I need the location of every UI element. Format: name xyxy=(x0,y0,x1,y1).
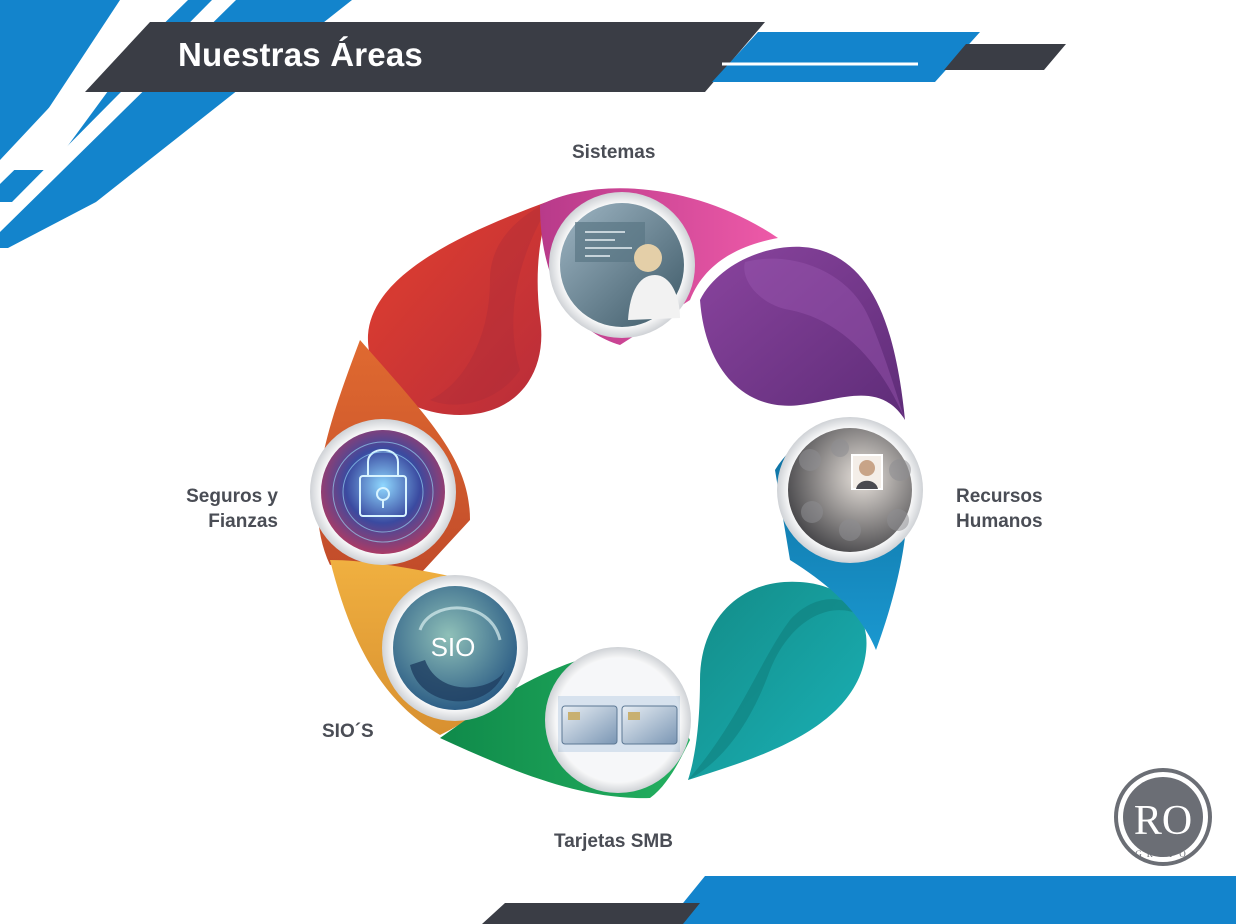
seguros-image xyxy=(310,419,456,565)
label-sios: SIO´S xyxy=(322,721,374,742)
label-recursos-humanos-line2: Humanos xyxy=(956,511,1043,532)
page-title: Nuestras Áreas xyxy=(178,36,423,73)
recursos-humanos-image xyxy=(777,417,923,563)
label-recursos-humanos-line1: Recursos xyxy=(956,486,1043,507)
label-seguros-line2: Fianzas xyxy=(208,511,278,532)
grupo-ro-logo xyxy=(1116,770,1210,864)
label-tarjetas: Tarjetas SMB xyxy=(554,831,673,852)
logo-word: GRUPO xyxy=(1135,849,1191,859)
label-recursos-humanos xyxy=(956,484,1043,534)
bottom-dark-band xyxy=(482,903,700,924)
label-sistemas: Sistemas xyxy=(572,142,656,163)
tarjetas-image xyxy=(545,647,691,793)
label-seguros-line1: Seguros y xyxy=(186,486,278,507)
sios-image xyxy=(382,575,528,721)
label-seguros-fianzas xyxy=(160,484,278,534)
sio-badge-text: SIO xyxy=(430,632,476,662)
header-blue-accent xyxy=(712,32,980,82)
logo-letters: RO xyxy=(1133,798,1193,844)
bottom-blue-band xyxy=(666,876,1236,924)
sistemas-image xyxy=(549,192,695,338)
